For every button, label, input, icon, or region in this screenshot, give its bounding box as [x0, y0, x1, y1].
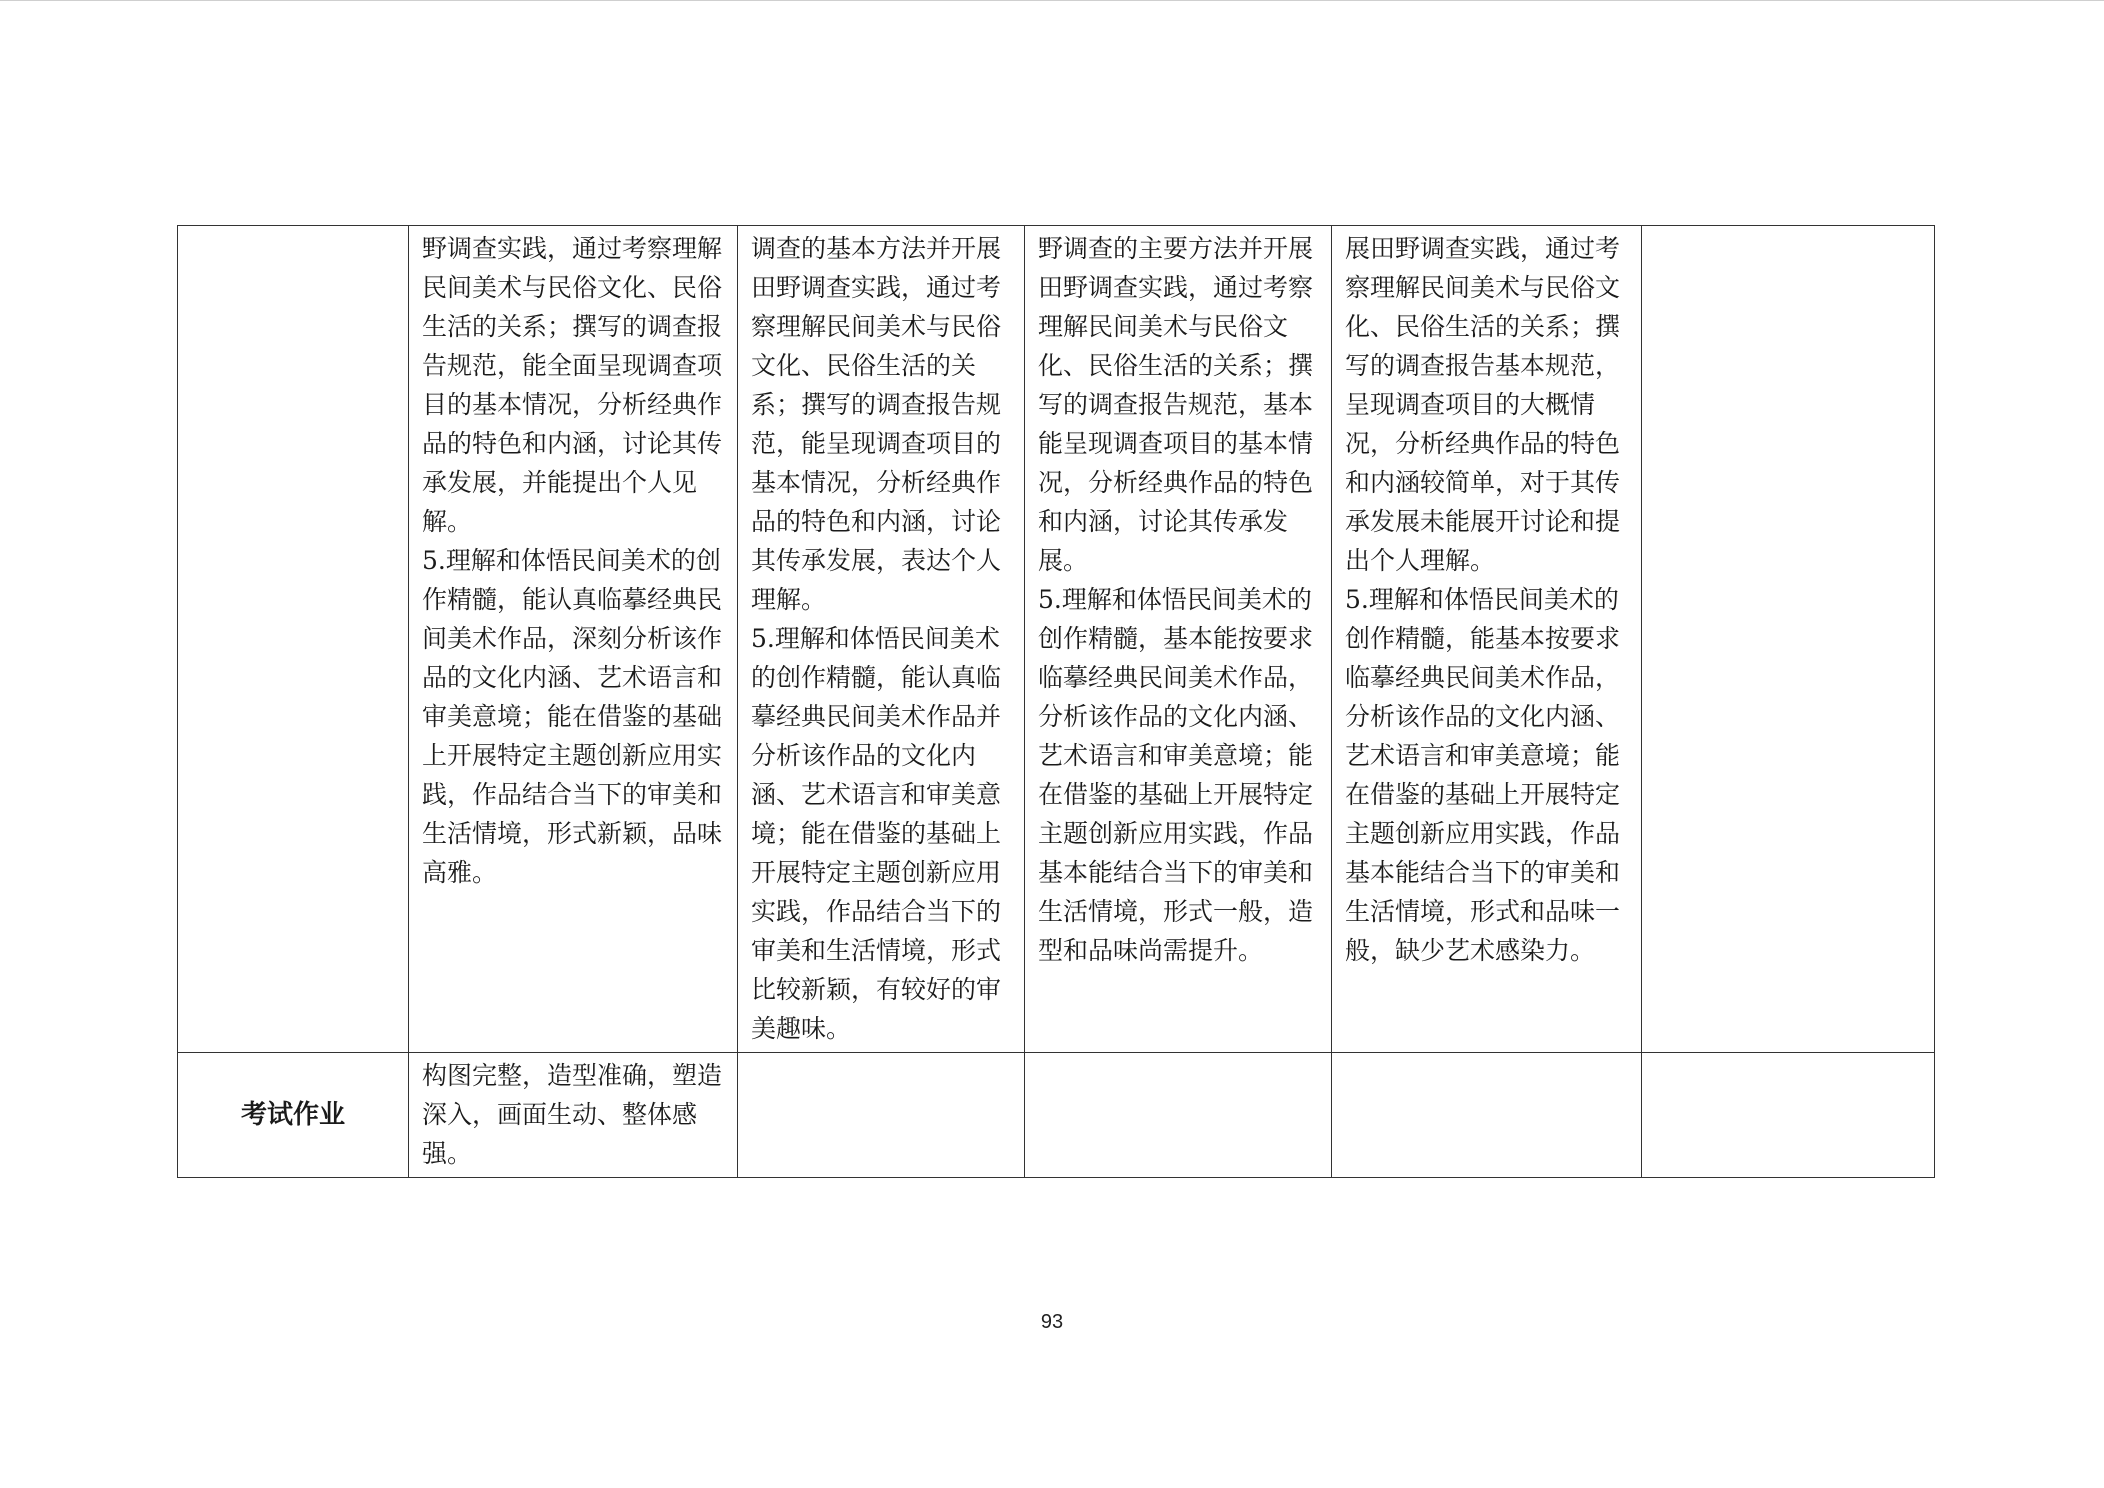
- grading-rubric-table: [177, 225, 1935, 1178]
- criteria-cell-fail: [1642, 226, 1935, 1053]
- row-category-label: [178, 226, 409, 1053]
- table-row: [178, 226, 1935, 1053]
- table-row: [178, 1053, 1935, 1178]
- cell-text: 野调查实践，通过考察理解民间美术与民俗文化、民俗生活的关系；撰写的调查报告规范，能全面呈现调查项目的基本情况，分析经典作品的特色和内涵，讨论其传承发展，并能提出个人见解。 5.理解和体悟民间美术的创作精髓，能认真临摹经典民间美术作品，深刻分析该作品的文化内涵、艺术语言和审美意境；能在借鉴的基础上开展特定主题创新应用实践，作品结合当下的审美和生活情境，形式新颖，品味高雅。: [422, 234, 723, 887]
- criteria-cell-good: [738, 226, 1025, 1053]
- cell-text: 野调查的主要方法并开展田野调查实践，通过考察理解民间美术与民俗文化、民俗生活的关系；撰写的调查报告规范，基本能呈现调查项目的基本情况，分析经典作品的特色和内涵，讨论其传承发展。 5.理解和体悟民间美术的创作精髓，基本能按要求临摹经典民间美术作品，分析该作品的文化内涵、艺术语言和审美意境；能在借鉴的基础上开展特定主题创新应用实践，作品基本能结合当下的审美和生活情境，形式一般，造型和品味尚需提升。: [1038, 234, 1314, 965]
- cell-text: 构图完整，造型准确，塑造深入，画面生动、整体感强。: [422, 1061, 723, 1168]
- criteria-cell-pass: [1332, 1053, 1642, 1178]
- cell-text: 调查的基本方法并开展田野调查实践，通过考察理解民间美术与民俗文化、民俗生活的关系；撰写的调查报告规范，能呈现调查项目的基本情况，分析经典作品的特色和内涵，讨论其传承发展，表达个人理解。 5.理解和体悟民间美术的创作精髓，能认真临摹经典民间美术作品并分析该作品的文化内涵、艺术语言和审美意境；能在借鉴的基础上开展特定主题创新应用实践，作品结合当下的审美和生活情境，形式比较新颖，有较好的审美趣味。: [751, 234, 1002, 1043]
- criteria-cell-pass: [1332, 226, 1642, 1053]
- criteria-cell-fail: [1642, 1053, 1935, 1178]
- row-category-label: 考试作业: [178, 1053, 409, 1178]
- page-top-border: [0, 0, 2104, 1]
- criteria-cell-excellent: [409, 1053, 738, 1178]
- criteria-cell-average: [1025, 226, 1332, 1053]
- cell-text: 展田野调查实践，通过考察理解民间美术与民俗文化、民俗生活的关系；撰写的调查报告基本规范，呈现调查项目的大概情况，分析经典作品的特色和内涵较简单，对于其传承发展未能展开讨论和提出个人理解。 5.理解和体悟民间美术的创作精髓，能基本按要求临摹经典民间美术作品，分析该作品的文化内涵、艺术语言和审美意境；能在借鉴的基础上开展特定主题创新应用实践，作品基本能结合当下的审美和生活情境，形式和品味一般，缺少艺术感染力。: [1345, 234, 1621, 965]
- criteria-cell-good: [738, 1053, 1025, 1178]
- criteria-cell-average: [1025, 1053, 1332, 1178]
- page-number: 93: [1040, 1311, 1064, 1333]
- criteria-cell-excellent: [409, 226, 738, 1053]
